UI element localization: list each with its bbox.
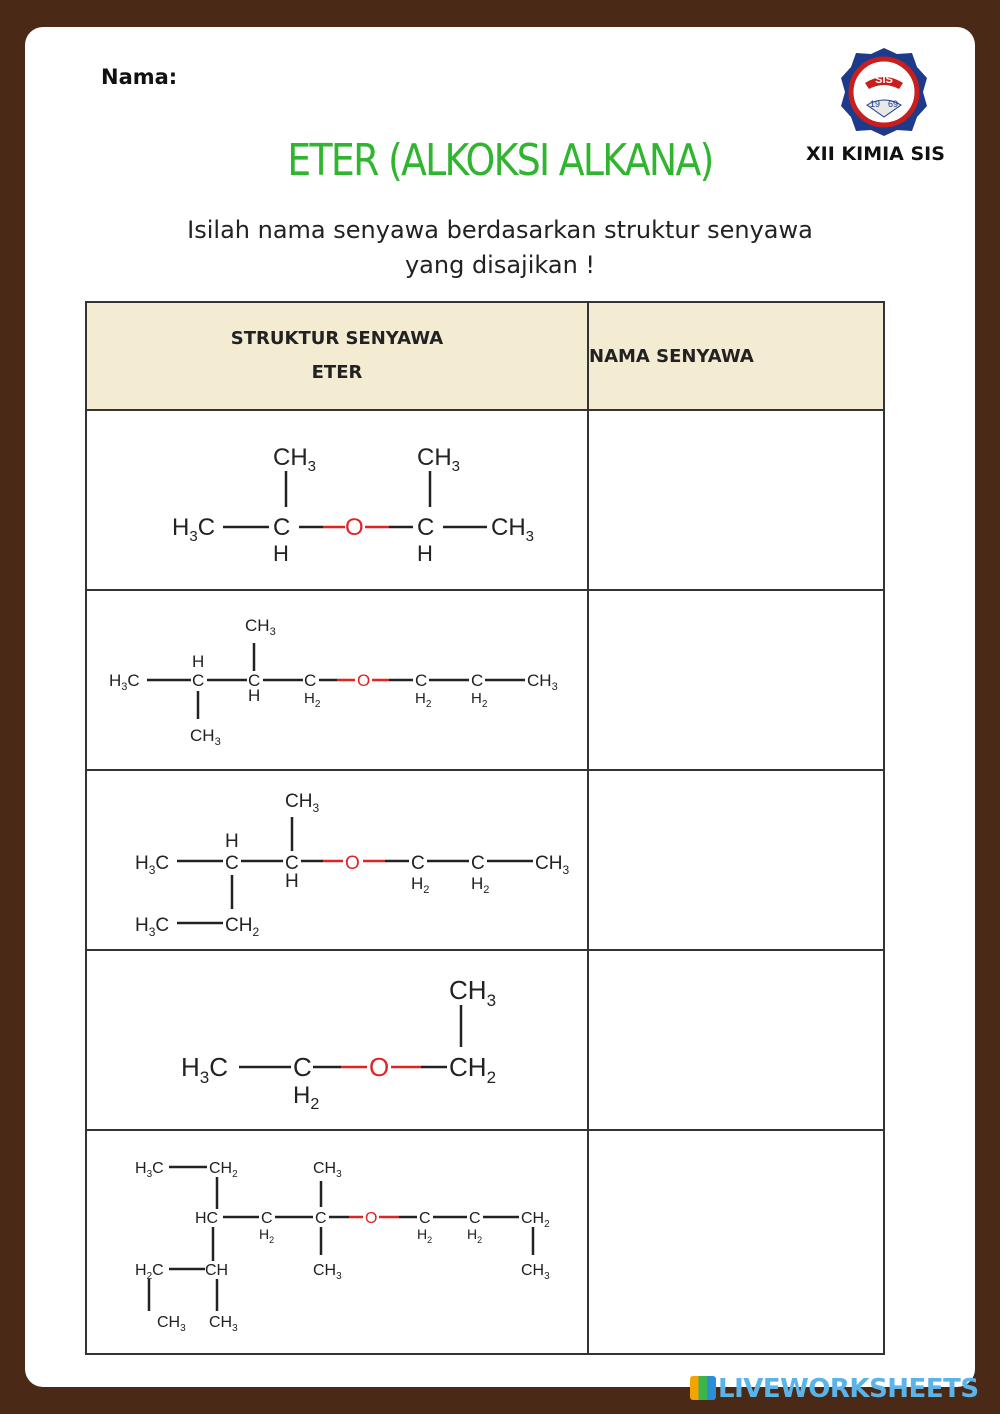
structure-diagram-2 bbox=[87, 591, 587, 769]
table-row bbox=[86, 770, 884, 950]
atom: $CH_3$ bbox=[209, 1314, 238, 1334]
answer-cell-2[interactable] bbox=[588, 590, 884, 770]
table-header-row bbox=[86, 302, 884, 410]
table-row bbox=[86, 410, 884, 590]
answer-cell-4[interactable] bbox=[588, 950, 884, 1130]
column-header-structure bbox=[86, 302, 588, 410]
worksheet-page bbox=[25, 27, 975, 1387]
atom: HC bbox=[195, 1210, 219, 1227]
atom: H bbox=[248, 686, 261, 705]
atom: $CH_3$ bbox=[417, 444, 461, 475]
liveworksheets-brand: LIVEWORKSHEETS bbox=[718, 1374, 979, 1404]
structure-cell-2 bbox=[86, 590, 588, 770]
atom: $H_2$ bbox=[417, 1226, 433, 1245]
atom: $H_3C$ bbox=[135, 915, 170, 939]
atom: $CH_2$ bbox=[521, 1210, 550, 1230]
atom: $H_3C$ bbox=[135, 853, 170, 877]
liveworksheets-logo-icon bbox=[690, 1376, 716, 1400]
structure-cell-1 bbox=[86, 410, 588, 590]
answer-cell-3[interactable] bbox=[588, 770, 884, 950]
column-header-structure-line1: STRUKTUR SENYAWA bbox=[230, 328, 444, 349]
liveworksheets-watermark bbox=[690, 1374, 979, 1404]
atom: $CH_3$ bbox=[313, 1262, 342, 1282]
atom: $H_2$ bbox=[411, 874, 430, 896]
logo-year-left: 19 bbox=[869, 99, 881, 109]
atom: $CH_3$ bbox=[313, 1160, 342, 1180]
atom: C bbox=[248, 671, 261, 690]
class-label: XII KIMIA SIS bbox=[806, 143, 945, 165]
atom: C bbox=[411, 853, 425, 874]
atom: $CH_3$ bbox=[273, 444, 317, 475]
atom: $H_2$ bbox=[304, 690, 321, 710]
atom: $H_2$ bbox=[471, 690, 488, 710]
nama-label: Nama: bbox=[101, 65, 178, 89]
table-row bbox=[86, 950, 884, 1130]
atom: C bbox=[469, 1210, 481, 1227]
structure-diagram-1 bbox=[87, 411, 587, 589]
atom: $H_2$ bbox=[259, 1226, 275, 1245]
atom: C bbox=[273, 514, 291, 541]
atom: $H_2$ bbox=[415, 690, 432, 710]
atom-oxygen: O bbox=[345, 514, 364, 541]
atom: H bbox=[417, 541, 433, 566]
ether-table bbox=[85, 301, 885, 1355]
atom: $CH_3$ bbox=[157, 1314, 186, 1334]
atom-oxygen: O bbox=[369, 1052, 390, 1082]
atom-oxygen: O bbox=[357, 671, 371, 690]
structure-diagram-3 bbox=[87, 771, 587, 949]
answer-cell-5[interactable] bbox=[588, 1130, 884, 1354]
atom-oxygen: O bbox=[365, 1210, 378, 1227]
instruction-line-1: Isilah nama senyawa berdasarkan struktur senyawa bbox=[187, 216, 813, 244]
answer-cell-1[interactable] bbox=[588, 410, 884, 590]
atom: C bbox=[225, 853, 239, 874]
instruction-text bbox=[100, 213, 900, 283]
page-title: ETER (ALKOKSI ALKANA) bbox=[287, 135, 713, 186]
atom: C bbox=[315, 1210, 327, 1227]
atom: C bbox=[293, 1052, 312, 1082]
column-header-name: NAMA SENYAWA bbox=[588, 302, 884, 410]
atom: C bbox=[285, 853, 299, 874]
atom: C bbox=[192, 671, 205, 690]
atom: $CH_3$ bbox=[527, 671, 558, 693]
table-row bbox=[86, 1130, 884, 1354]
atom: $CH_3$ bbox=[245, 616, 276, 638]
atom: C bbox=[417, 514, 435, 541]
atom: $H_2$ bbox=[467, 1226, 483, 1245]
logo-text: SIS bbox=[875, 74, 893, 86]
atom: $H_3C$ bbox=[172, 514, 216, 545]
structure-cell-5 bbox=[86, 1130, 588, 1354]
atom: C bbox=[261, 1210, 273, 1227]
atom: $H_2$ bbox=[293, 1082, 320, 1113]
structure-diagram-5 bbox=[87, 1131, 587, 1353]
atom: H bbox=[225, 831, 239, 852]
atom: C bbox=[471, 671, 484, 690]
atom: $H_3C$ bbox=[109, 671, 140, 693]
atom: $H_2$ bbox=[471, 874, 490, 896]
atom: $H_3C$ bbox=[135, 1160, 164, 1180]
atom: C bbox=[415, 671, 428, 690]
atom: $CH_3$ bbox=[190, 726, 221, 748]
atom: $CH_3$ bbox=[449, 975, 497, 1010]
logo-year-right: 69 bbox=[887, 99, 899, 109]
structure-cell-3 bbox=[86, 770, 588, 950]
atom: $CH_2$ bbox=[225, 915, 260, 939]
atom: $CH_3$ bbox=[285, 791, 320, 815]
atom: $CH_3$ bbox=[535, 853, 570, 877]
atom: $CH_2$ bbox=[449, 1052, 497, 1087]
atom: $CH_2$ bbox=[209, 1160, 238, 1180]
atom: CH bbox=[205, 1262, 229, 1279]
atom: H bbox=[273, 541, 289, 566]
structure-cell-4 bbox=[86, 950, 588, 1130]
school-logo bbox=[837, 45, 931, 139]
atom: $H_2C$ bbox=[135, 1262, 164, 1282]
atom: C bbox=[419, 1210, 431, 1227]
table-row bbox=[86, 590, 884, 770]
atom-oxygen: O bbox=[345, 853, 360, 874]
column-header-structure-line2: ETER bbox=[311, 362, 363, 383]
structure-diagram-4 bbox=[87, 951, 587, 1129]
instruction-line-2: yang disajikan ! bbox=[404, 251, 596, 279]
atom: H bbox=[285, 871, 299, 892]
atom: C bbox=[304, 671, 317, 690]
atom: $H_3C$ bbox=[181, 1052, 229, 1087]
atom: $CH_3$ bbox=[491, 514, 535, 545]
atom: H bbox=[192, 652, 205, 671]
atom: C bbox=[471, 853, 485, 874]
atom: $CH_3$ bbox=[521, 1262, 550, 1282]
